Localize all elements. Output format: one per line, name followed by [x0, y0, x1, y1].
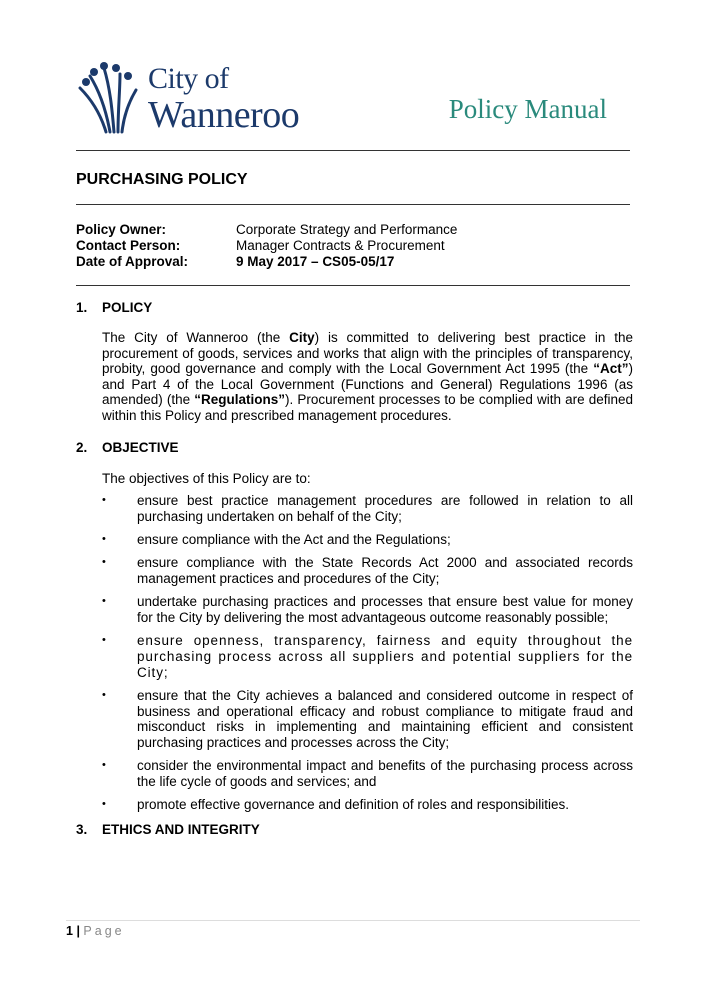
section-title: ETHICS AND INTEGRITY — [102, 822, 260, 837]
section-number: 2. — [76, 440, 88, 455]
objective-bullet-list — [102, 493, 633, 820]
meta-value: 9 May 2017 – CS05-05/17 — [236, 254, 395, 269]
meta-row-owner — [76, 222, 457, 238]
page-number: 1 — [66, 924, 73, 938]
city-logo-emblem-icon — [76, 62, 140, 134]
section-heading-ethics — [76, 822, 260, 837]
title-divider — [76, 204, 630, 205]
text-run: The City of Wanneroo (the — [102, 330, 290, 345]
section-number: 1. — [76, 300, 88, 315]
policy-manual-title: Policy Manual — [448, 94, 607, 124]
text-run: ) and Part 4 of the Local Government (Functions and General) Regulations 1996 (as amended) (the — [102, 361, 633, 408]
objective-intro: The objectives of this Policy are to: — [102, 471, 311, 486]
text-run: ). Procurement processes to be complied with are defined within this Policy and prescribed management procedures. — [102, 392, 633, 423]
list-item: • ensure openness, transparency, fairness and equity throughout the purchasing process across all suppliers and potential suppliers for the City; — [102, 633, 633, 680]
text-run: ) is committed to delivering best practice in the procurement of goods, services and works that align with the principles of transparency, probity, good governance and comply with the Local Government Act 1995 (the — [102, 330, 634, 377]
policy-title: PURCHASING POLICY — [76, 171, 248, 188]
list-item: • undertake purchasing practices and processes that ensure best value for money for the City by delivering the most advantageous outcome reasonably possible; — [102, 594, 633, 625]
section-number: 3. — [76, 822, 88, 837]
header-divider — [76, 150, 630, 151]
page-footer — [66, 924, 125, 938]
list-item: • ensure compliance with the State Records Act 2000 and associated records management practices and procedures of the City; — [102, 555, 633, 586]
policy-meta — [76, 222, 457, 270]
meta-label: Date of Approval: — [76, 254, 189, 269]
meta-row-approval — [76, 254, 457, 270]
footer-divider — [66, 920, 640, 921]
list-item: • consider the environmental impact and benefits of the purchasing process across the life cycle of goods and services; and — [102, 758, 633, 789]
list-item: • ensure that the City achieves a balanced and considered outcome in respect of business and operational efficacy and robust compliance to mitigate fraud and misconduct risks in implementing and maintaining efficient and consistent purchasing practices and processes across the City; — [102, 688, 633, 750]
section-heading-objective — [76, 440, 179, 455]
meta-row-contact — [76, 238, 457, 254]
meta-label: Contact Person: — [76, 238, 181, 253]
meta-label: Policy Owner: — [76, 222, 167, 237]
list-item: • promote effective governance and definition of roles and responsibilities. — [102, 797, 633, 813]
policy-paragraph — [102, 330, 633, 424]
section-title: POLICY — [102, 300, 153, 315]
page-separator: | — [76, 924, 80, 938]
text-run-bold: City — [289, 330, 315, 345]
section-title: OBJECTIVE — [102, 440, 179, 455]
logo-wanneroo: Wanneroo — [148, 94, 300, 136]
meta-divider — [76, 285, 630, 286]
meta-value: Manager Contracts & Procurement — [236, 238, 445, 253]
text-run-bold: “Act” — [593, 361, 629, 377]
section-heading-policy — [76, 300, 152, 315]
list-item: • ensure compliance with the Act and the Regulations; — [102, 532, 633, 548]
text-run-bold: “Regulations” — [194, 392, 286, 408]
meta-value: Corporate Strategy and Performance — [236, 222, 458, 237]
page-word: Page — [83, 924, 125, 938]
logo-city-of: City of — [148, 62, 229, 95]
list-item: • ensure best practice management procedures are followed in relation to all purchasing undertaken on behalf of the City; — [102, 493, 633, 524]
